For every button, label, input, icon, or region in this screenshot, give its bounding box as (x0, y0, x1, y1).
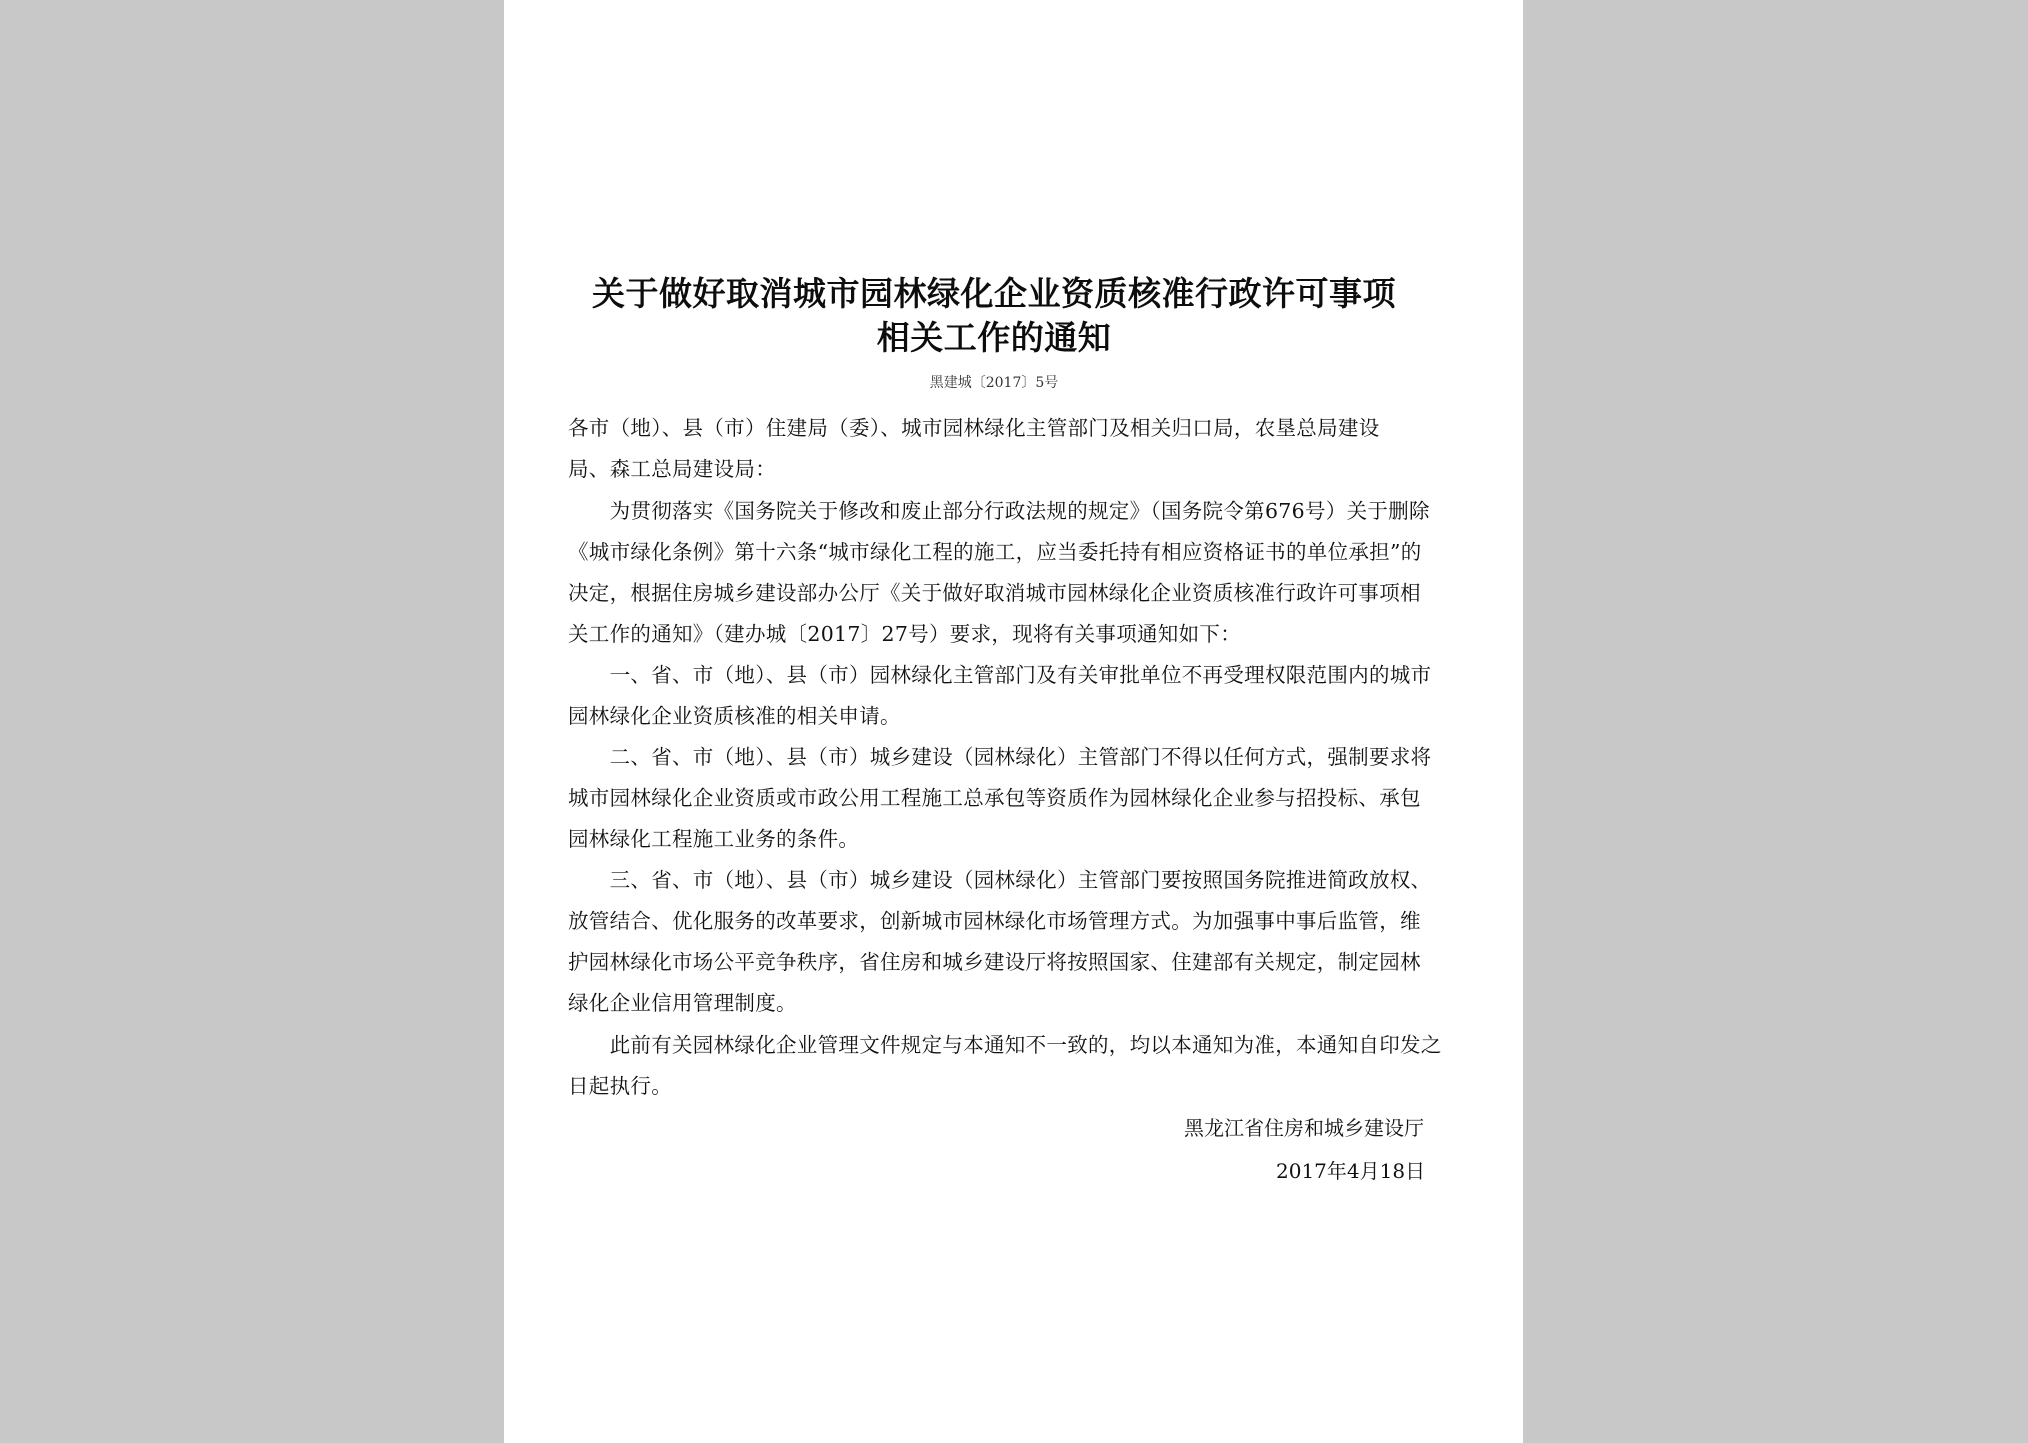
body-line: 三、省、市（地）、县（市）城乡建设（园林绿化）主管部门要按照国务院推进简政放权、 (568, 868, 1432, 892)
body-line: 护园林绿化市场公平竞争秩序，省住房和城乡建设厅将按照国家、住建部有关规定，制定园林 (568, 950, 1421, 974)
body-line: 决定，根据住房城乡建设部办公厅《关于做好取消城市园林绿化企业资质核准行政许可事项相 (568, 581, 1421, 605)
body-line: 局、森工总局建设局： (568, 457, 776, 481)
document-number: 黑建城〔2017〕5号 (929, 375, 1059, 391)
issue-date: 2017年4月18日 (1276, 1159, 1426, 1183)
body-line: 园林绿化企业资质核准的相关申请。 (568, 704, 901, 728)
body-line: 二、省、市（地）、县（市）城乡建设（园林绿化）主管部门不得以任何方式，强制要求将 (568, 745, 1432, 769)
body-line: 日起执行。 (568, 1074, 672, 1098)
body-line: 一、省、市（地）、县（市）园林绿化主管部门及有关审批单位不再受理权限范围内的城市 (568, 663, 1432, 687)
document-title-line-2: 相关工作的通知 (876, 318, 1112, 357)
body-line: 园林绿化工程施工业务的条件。 (568, 827, 860, 851)
body-line: 为贯彻落实《国务院关于修改和废止部分行政法规的规定》（国务院令第676号）关于删除 (568, 499, 1430, 523)
body-line: 城市园林绿化企业资质或市政公用工程施工总承包等资质作为园林绿化企业参与招投标、承包 (568, 786, 1421, 810)
document-page (504, 0, 1523, 1443)
issuer-signature: 黑龙江省住房和城乡建设厅 (1184, 1116, 1424, 1140)
body-line: 绿化企业信用管理制度。 (568, 991, 797, 1015)
body-line: 关工作的通知》（建办城〔2017〕27号）要求，现将有关事项通知如下： (568, 622, 1242, 646)
body-line: 《城市绿化条例》第十六条“城市绿化工程的施工，应当委托持有相应资格证书的单位承担”的 (568, 540, 1422, 564)
body-line: 此前有关园林绿化企业管理文件规定与本通知不一致的，均以本通知为准，本通知自印发之 (568, 1033, 1442, 1057)
body-line: 放管结合、优化服务的改革要求，创新城市园林绿化市场管理方式。为加强事中事后监管，维 (568, 909, 1421, 933)
document-title-line-1: 关于做好取消城市园林绿化企业资质核准行政许可事项 (592, 274, 1396, 313)
body-line: 各市（地）、县（市）住建局（委）、城市园林绿化主管部门及相关归口局，农垦总局建设 (568, 416, 1380, 440)
